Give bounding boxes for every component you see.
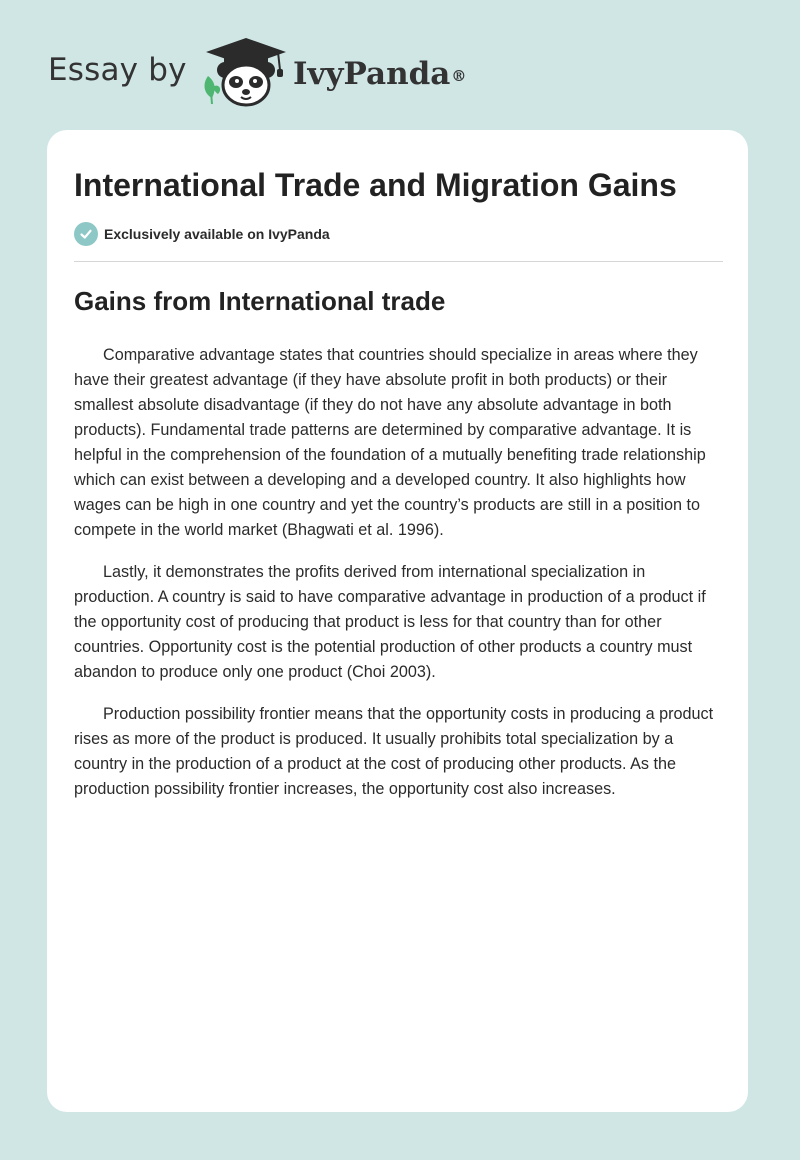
exclusive-badge — [74, 222, 330, 246]
brand-label: IvyPanda — [293, 56, 451, 92]
page-title: International Trade and Migration Gains — [74, 167, 677, 203]
panda-graduate-logo-icon[interactable] — [200, 36, 292, 108]
title-divider — [74, 261, 723, 262]
paragraph: Lastly, it demonstrates the profits derived from international specialization in production. A country is said to have comparative advantage in production of a product if the opportunity cost of producing that product is less for that country than for other countries. Opportunity cost is the potential production of other products a country must abandon to produce only one product (Choi 2003). — [74, 563, 706, 681]
brand-name[interactable] — [293, 52, 466, 96]
paragraph: Comparative advantage states that countries should specialize in areas where they have their greatest advantage (if they have absolute profit in both products) or their smallest absolute disadvantage (if they do not have any absolute advantage in both products). Fundamental trade patterns are determined by comparative advantage. It is helpful in the comprehension of the foundation of a mutually benefiting trade relationship which can exist between a developing and a developed country. It also highlights how wages can be high in one country and yet the country’s products are still in a position to compete in the world market (Bhagwati et al. 1996). — [74, 346, 706, 539]
section-heading: Gains from International trade — [74, 286, 446, 316]
check-circle-icon — [74, 222, 98, 246]
essay-card — [47, 130, 748, 1112]
essay-by-label: Essay by — [48, 52, 187, 88]
exclusive-badge-label: Exclusively available on IvyPanda — [104, 226, 330, 242]
registered-mark: ® — [451, 67, 467, 85]
site-header — [0, 0, 800, 130]
essay-body — [74, 343, 724, 819]
paragraph: Production possibility frontier means that the opportunity costs in producing a product rises as more of the product is produced. It usually prohibits total specialization by a country in the production of a product at the cost of producing other products. As the production possibility frontier increases, the opportunity cost also increases. — [74, 705, 714, 798]
